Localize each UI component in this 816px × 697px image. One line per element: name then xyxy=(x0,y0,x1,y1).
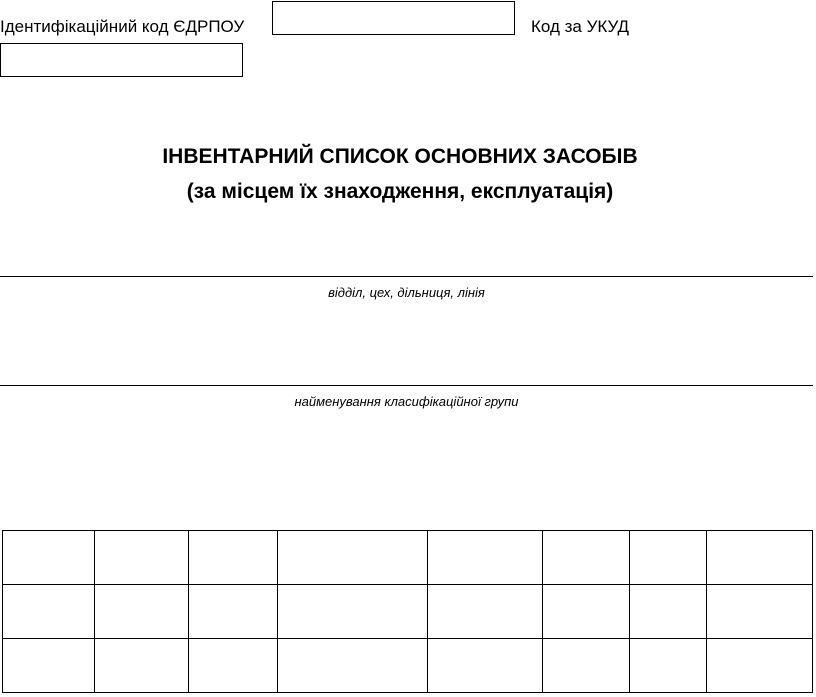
table-cell[interactable] xyxy=(707,639,813,693)
table-cell[interactable] xyxy=(3,531,95,585)
table-cell[interactable] xyxy=(278,585,428,639)
document-title: ІНВЕНТАРНИЙ СПИСОК ОСНОВНИХ ЗАСОБІВ xyxy=(162,145,638,168)
table-cell[interactable] xyxy=(189,639,278,693)
table-cell[interactable] xyxy=(189,531,278,585)
table-cell[interactable] xyxy=(278,531,428,585)
edrpou-label: Ідентифікаційний код ЄДРПОУ xyxy=(0,17,245,36)
table-cell[interactable] xyxy=(428,531,543,585)
classification-group-caption: найменування класифікаційної групи xyxy=(294,394,519,409)
table-cell[interactable] xyxy=(630,531,707,585)
table-row xyxy=(3,639,813,693)
table-cell[interactable] xyxy=(428,639,543,693)
table-cell[interactable] xyxy=(95,585,189,639)
table-row xyxy=(3,585,813,639)
department-caption: відділ, цех, дільниця, лінія xyxy=(328,285,485,300)
inventory-table xyxy=(2,530,813,693)
table-cell[interactable] xyxy=(428,585,543,639)
table-cell[interactable] xyxy=(3,639,95,693)
table-cell[interactable] xyxy=(3,585,95,639)
table-cell[interactable] xyxy=(278,639,428,693)
table-cell[interactable] xyxy=(543,639,630,693)
table-cell[interactable] xyxy=(630,639,707,693)
table-row xyxy=(3,531,813,585)
classification-group-line[interactable] xyxy=(0,385,813,386)
table-cell[interactable] xyxy=(543,531,630,585)
table-cell[interactable] xyxy=(707,585,813,639)
edrpou-code-field[interactable] xyxy=(272,1,515,35)
table-cell[interactable] xyxy=(189,585,278,639)
department-line[interactable] xyxy=(0,276,813,277)
table-cell[interactable] xyxy=(95,639,189,693)
table-cell[interactable] xyxy=(95,531,189,585)
ukud-label: Код за УКУД xyxy=(531,17,630,36)
table-cell[interactable] xyxy=(630,585,707,639)
table-cell[interactable] xyxy=(707,531,813,585)
table-cell[interactable] xyxy=(543,585,630,639)
ukud-code-field[interactable] xyxy=(0,43,243,77)
document-subtitle: (за місцем їх знаходження, експлуатація) xyxy=(186,180,614,203)
